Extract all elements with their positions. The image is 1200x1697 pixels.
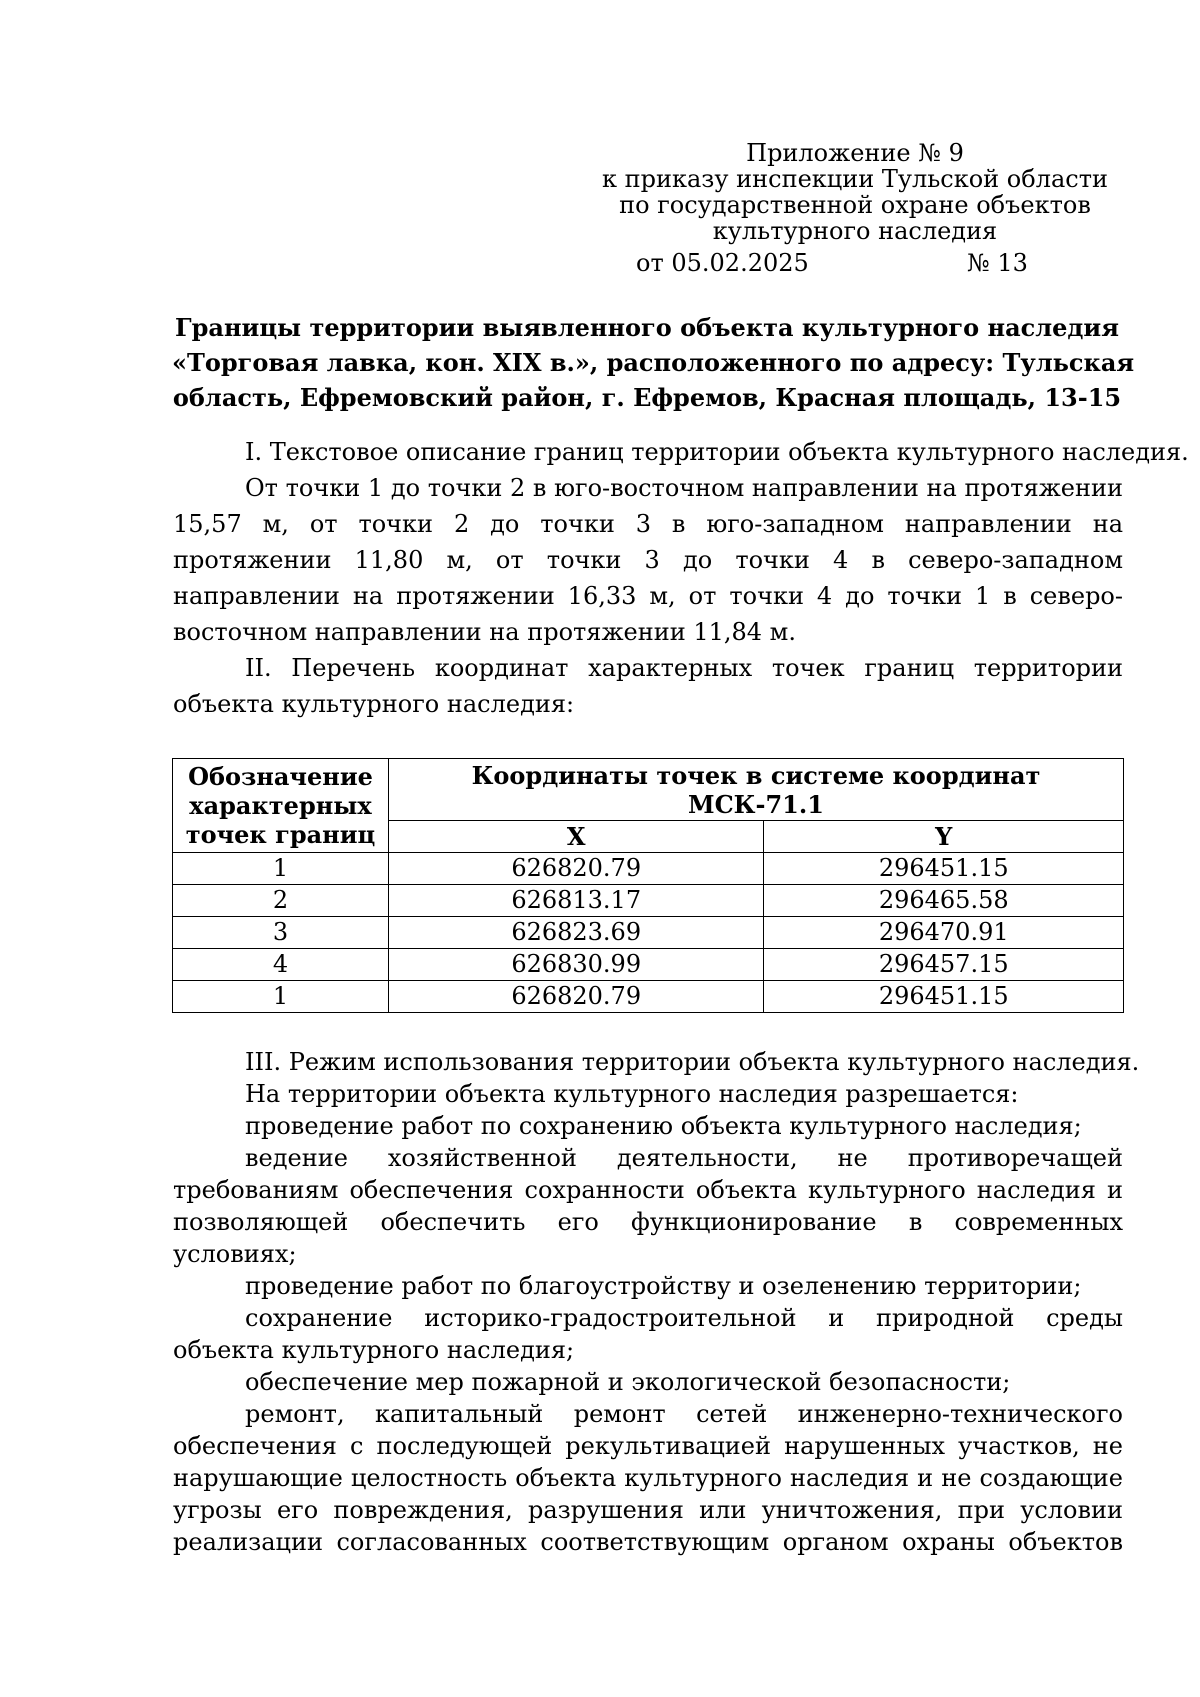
y-cell: 296470.91	[764, 917, 1124, 949]
table-row	[173, 853, 1124, 885]
allowed-item: ведение хозяйственной деятельности, не противоречащей требованиям обеспечения сохранности объекта культурного наследия и позволяющей обеспечить его функционирование в современных условиях;	[173, 1144, 1123, 1268]
point-cell: 2	[173, 885, 389, 917]
y-cell: 296457.15	[764, 949, 1124, 981]
x-cell: 626830.99	[388, 949, 763, 981]
title-line-1: Границы территории выявленного объекта культурного наследия	[175, 313, 1119, 342]
appendix-order-line: к приказу инспекции Тульской области	[602, 165, 1108, 193]
appendix-header	[600, 140, 1110, 244]
appendix-inspection-line: по государственной охране объектов	[619, 191, 1091, 219]
x-cell: 626813.17	[388, 885, 763, 917]
section-1	[173, 434, 1189, 722]
y-cell: 296451.15	[764, 853, 1124, 885]
y-cell: 296451.15	[764, 981, 1124, 1013]
allowed-item: обеспечение мер пожарной и экологической безопасности;	[245, 1368, 1011, 1396]
x-cell: 626820.79	[388, 853, 763, 885]
table-row	[173, 885, 1124, 917]
section-1-text: От точки 1 до точки 2 в юго-восточном направлении на протяжении 15,57 м, от точки 2 до точки 3 в юго-западном направлении на протяжении 11,80 м, от точки 3 до точки 4 в северо-западном направлении на протяжении 16,33 м, от точки 4 до точки 1 в северо-восточном направлении на протяжении 11,84 м.	[173, 474, 1123, 646]
point-cell: 1	[173, 981, 389, 1013]
point-designation-header: Обозначение характерных точек границ	[173, 759, 389, 853]
y-cell: 296465.58	[764, 885, 1124, 917]
allowed-item: сохранение историко-градостроительной и природной среды объекта культурного наследия;	[173, 1304, 1123, 1364]
section-2-heading: II. Перечень координат характерных точек границ территории объекта культурного наследия:	[173, 654, 1123, 718]
allowed-item: ремонт, капитальный ремонт сетей инженерно-технического обеспечения с последующей рекультивацией нарушенных участков, не нарушающие целостность объекта культурного наследия и не создающие угрозы его повреждения, разрушения или уничтожения, при условии реализации согласованных соответствующим органом охраны объектов	[173, 1400, 1123, 1556]
allowed-item: проведение работ по благоустройству и озеленению территории;	[245, 1272, 1082, 1300]
x-header: X	[388, 821, 763, 853]
x-cell: 626820.79	[388, 981, 763, 1013]
x-cell: 626823.69	[388, 917, 763, 949]
order-date: от 05.02.2025	[636, 249, 809, 277]
y-header: Y	[764, 821, 1124, 853]
table-row	[173, 917, 1124, 949]
section-1-heading: I. Текстовое описание границ территории объекта культурного наследия.	[245, 438, 1189, 466]
order-number: № 13	[967, 249, 1028, 277]
coordinates-header-line-1: Координаты точек в системе координат	[471, 760, 1041, 790]
document-title	[172, 310, 1135, 415]
coordinates-header	[388, 759, 1123, 821]
allowed-item: проведение работ по сохранению объекта культурного наследия;	[245, 1112, 1082, 1140]
appendix-title: Приложение № 9	[746, 139, 964, 167]
title-line-2: «Торговая лавка, кон. XIX в.», расположенного по адресу: Тульская	[172, 348, 1135, 377]
appendix-heritage-line: культурного наследия	[712, 217, 998, 245]
table-row	[173, 949, 1124, 981]
table-row	[173, 981, 1124, 1013]
point-cell: 3	[173, 917, 389, 949]
point-cell: 1	[173, 853, 389, 885]
section-3	[173, 1046, 1140, 1558]
order-date-number	[636, 248, 1028, 278]
coordinates-table	[172, 758, 1124, 1013]
coordinates-header-line-2: МСК-71.1	[688, 789, 824, 819]
title-line-3: область, Ефремовский район, г. Ефремов, Красная площадь, 13-15	[172, 383, 1122, 412]
section-3-heading: III. Режим использования территории объекта культурного наследия.	[245, 1048, 1140, 1076]
section-3-allowed: На территории объекта культурного наследия разрешается:	[245, 1080, 1019, 1108]
point-cell: 4	[173, 949, 389, 981]
